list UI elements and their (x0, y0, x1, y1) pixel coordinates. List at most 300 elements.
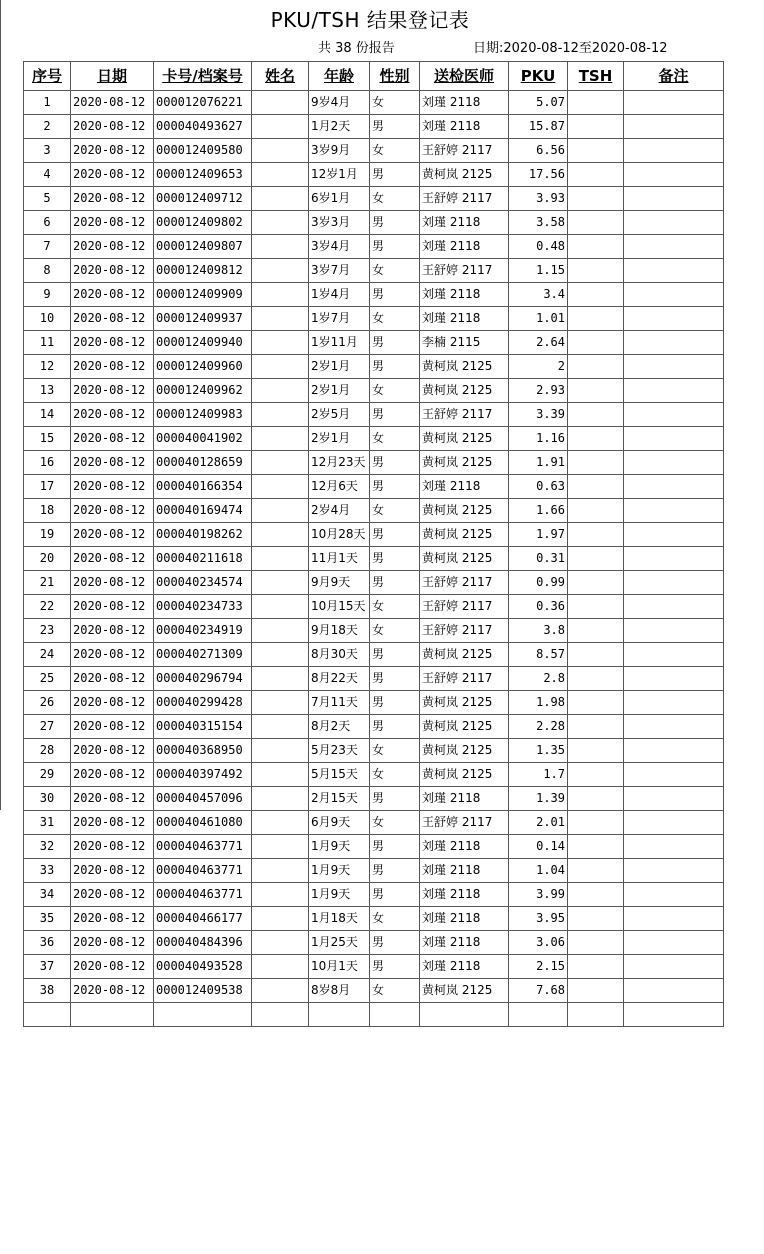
cell-age: 1月9天 (309, 835, 370, 859)
cell-empty (252, 1003, 309, 1027)
cell-pku: 1.97 (509, 523, 568, 547)
cell-card: 000040463771 (154, 883, 252, 907)
cell-doctor: 黄柯岚 2125 (420, 739, 509, 763)
cell-date: 2020-08-12 (71, 547, 154, 571)
cell-date: 2020-08-12 (71, 739, 154, 763)
cell-note (624, 427, 724, 451)
cell-name (252, 835, 309, 859)
cell-name (252, 259, 309, 283)
cell-sex: 男 (370, 451, 420, 475)
cell-sex: 女 (370, 763, 420, 787)
cell-note (624, 547, 724, 571)
cell-tsh (568, 283, 624, 307)
cell-doctor: 刘瑾 2118 (420, 115, 509, 139)
table-row (24, 691, 724, 715)
cell-note (624, 475, 724, 499)
cell-sex: 男 (370, 211, 420, 235)
cell-note (624, 907, 724, 931)
table-row (24, 355, 724, 379)
cell-note (624, 187, 724, 211)
cell-pku: 0.31 (509, 547, 568, 571)
report-title: PKU/TSH 结果登记表 (270, 8, 470, 32)
cell-sex: 女 (370, 979, 420, 1003)
cell-age: 12岁1月 (309, 163, 370, 187)
cell-pku: 3.39 (509, 403, 568, 427)
cell-age: 1月9天 (309, 883, 370, 907)
cell-empty (370, 1003, 420, 1027)
cell-sex: 男 (370, 715, 420, 739)
cell-note (624, 667, 724, 691)
report-date-range: 日期:2020-08-12至2020-08-12 (473, 41, 668, 56)
cell-seq: 4 (24, 163, 71, 187)
cell-date: 2020-08-12 (71, 667, 154, 691)
cell-card: 000012409960 (154, 355, 252, 379)
cell-tsh (568, 787, 624, 811)
cell-date: 2020-08-12 (71, 643, 154, 667)
cell-date: 2020-08-12 (71, 931, 154, 955)
cell-pku: 3.4 (509, 283, 568, 307)
table-row (24, 379, 724, 403)
cell-date: 2020-08-12 (71, 187, 154, 211)
cell-pku: 7.68 (509, 979, 568, 1003)
cell-pku: 5.07 (509, 91, 568, 115)
cell-note (624, 91, 724, 115)
cell-pku: 2.15 (509, 955, 568, 979)
cell-date: 2020-08-12 (71, 115, 154, 139)
cell-seq: 31 (24, 811, 71, 835)
col-header-date: 日期 (71, 62, 154, 91)
cell-sex: 女 (370, 427, 420, 451)
cell-seq: 11 (24, 331, 71, 355)
table-row (24, 547, 724, 571)
cell-card: 000040463771 (154, 835, 252, 859)
cell-seq: 35 (24, 907, 71, 931)
table-row (24, 331, 724, 355)
cell-doctor: 黄柯岚 2125 (420, 715, 509, 739)
cell-name (252, 643, 309, 667)
cell-doctor: 刘瑾 2118 (420, 211, 509, 235)
cell-card: 000012409712 (154, 187, 252, 211)
cell-note (624, 355, 724, 379)
cell-pku: 1.66 (509, 499, 568, 523)
cell-sex: 男 (370, 235, 420, 259)
table-row-empty (24, 1003, 724, 1027)
cell-name (252, 811, 309, 835)
cell-seq: 3 (24, 139, 71, 163)
cell-sex: 男 (370, 571, 420, 595)
cell-pku: 6.56 (509, 139, 568, 163)
cell-sex: 男 (370, 283, 420, 307)
cell-pku: 1.39 (509, 787, 568, 811)
cell-age: 1月2天 (309, 115, 370, 139)
cell-pku: 1.16 (509, 427, 568, 451)
cell-date: 2020-08-12 (71, 475, 154, 499)
cell-name (252, 499, 309, 523)
cell-sex: 男 (370, 355, 420, 379)
cell-seq: 27 (24, 715, 71, 739)
cell-date: 2020-08-12 (71, 787, 154, 811)
cell-note (624, 739, 724, 763)
cell-name (252, 379, 309, 403)
cell-doctor: 黄柯岚 2125 (420, 547, 509, 571)
cell-doctor: 刘瑾 2118 (420, 835, 509, 859)
cell-card: 000040198262 (154, 523, 252, 547)
cell-pku: 1.01 (509, 307, 568, 331)
cell-tsh (568, 643, 624, 667)
cell-note (624, 619, 724, 643)
cell-pku: 3.58 (509, 211, 568, 235)
cell-date: 2020-08-12 (71, 595, 154, 619)
cell-age: 9岁4月 (309, 91, 370, 115)
cell-tsh (568, 811, 624, 835)
cell-seq: 30 (24, 787, 71, 811)
table-row (24, 787, 724, 811)
cell-tsh (568, 355, 624, 379)
cell-note (624, 715, 724, 739)
cell-sex: 男 (370, 643, 420, 667)
cell-age: 6月9天 (309, 811, 370, 835)
cell-name (252, 883, 309, 907)
table-row (24, 451, 724, 475)
table-row (24, 643, 724, 667)
cell-date: 2020-08-12 (71, 427, 154, 451)
cell-tsh (568, 619, 624, 643)
cell-pku: 2 (509, 355, 568, 379)
table-row (24, 835, 724, 859)
cell-sex: 男 (370, 115, 420, 139)
cell-note (624, 523, 724, 547)
cell-sex: 男 (370, 787, 420, 811)
cell-doctor: 刘瑾 2118 (420, 91, 509, 115)
cell-age: 11月1天 (309, 547, 370, 571)
table-row (24, 859, 724, 883)
cell-tsh (568, 307, 624, 331)
cell-card: 000040457096 (154, 787, 252, 811)
table-row (24, 91, 724, 115)
cell-name (252, 931, 309, 955)
cell-sex: 女 (370, 187, 420, 211)
cell-card: 000040234733 (154, 595, 252, 619)
cell-doctor: 刘瑾 2118 (420, 307, 509, 331)
cell-date: 2020-08-12 (71, 691, 154, 715)
cell-doctor: 王舒婷 2117 (420, 187, 509, 211)
cell-date: 2020-08-12 (71, 883, 154, 907)
cell-tsh (568, 427, 624, 451)
cell-seq: 10 (24, 307, 71, 331)
cell-age: 1岁4月 (309, 283, 370, 307)
cell-tsh (568, 139, 624, 163)
cell-note (624, 955, 724, 979)
cell-tsh (568, 547, 624, 571)
cell-seq: 24 (24, 643, 71, 667)
cell-pku: 1.35 (509, 739, 568, 763)
cell-card: 000040271309 (154, 643, 252, 667)
cell-date: 2020-08-12 (71, 163, 154, 187)
cell-card: 000012409807 (154, 235, 252, 259)
cell-seq: 19 (24, 523, 71, 547)
cell-card: 000040166354 (154, 475, 252, 499)
cell-age: 1月18天 (309, 907, 370, 931)
cell-doctor: 黄柯岚 2125 (420, 979, 509, 1003)
cell-sex: 男 (370, 163, 420, 187)
cell-doctor: 刘瑾 2118 (420, 283, 509, 307)
cell-age: 1月25天 (309, 931, 370, 955)
cell-tsh (568, 715, 624, 739)
cell-name (252, 619, 309, 643)
cell-card: 000012409538 (154, 979, 252, 1003)
cell-tsh (568, 595, 624, 619)
cell-note (624, 331, 724, 355)
table-row (24, 163, 724, 187)
cell-name (252, 859, 309, 883)
cell-age: 8月30天 (309, 643, 370, 667)
cell-doctor: 黄柯岚 2125 (420, 427, 509, 451)
cell-sex: 女 (370, 139, 420, 163)
cell-tsh (568, 859, 624, 883)
col-header-seq: 序号 (24, 62, 71, 91)
cell-card: 000040493528 (154, 955, 252, 979)
cell-age: 9月9天 (309, 571, 370, 595)
cell-pku: 3.99 (509, 883, 568, 907)
cell-name (252, 331, 309, 355)
cell-note (624, 883, 724, 907)
cell-card: 000012409802 (154, 211, 252, 235)
cell-seq: 18 (24, 499, 71, 523)
cell-doctor: 黄柯岚 2125 (420, 163, 509, 187)
cell-seq: 16 (24, 451, 71, 475)
cell-date: 2020-08-12 (71, 451, 154, 475)
cell-date: 2020-08-12 (71, 571, 154, 595)
cell-name (252, 91, 309, 115)
col-header-name: 姓名 (252, 62, 309, 91)
cell-pku: 3.93 (509, 187, 568, 211)
cell-tsh (568, 499, 624, 523)
cell-tsh (568, 451, 624, 475)
cell-name (252, 907, 309, 931)
cell-note (624, 307, 724, 331)
cell-age: 1月9天 (309, 859, 370, 883)
cell-age: 9月18天 (309, 619, 370, 643)
cell-pku: 8.57 (509, 643, 568, 667)
cell-pku: 0.36 (509, 595, 568, 619)
cell-tsh (568, 211, 624, 235)
cell-pku: 3.95 (509, 907, 568, 931)
cell-card: 000012409812 (154, 259, 252, 283)
cell-doctor: 刘瑾 2118 (420, 955, 509, 979)
cell-card: 000012409580 (154, 139, 252, 163)
cell-tsh (568, 187, 624, 211)
cell-name (252, 211, 309, 235)
cell-name (252, 787, 309, 811)
cell-name (252, 427, 309, 451)
cell-date: 2020-08-12 (71, 403, 154, 427)
cell-date: 2020-08-12 (71, 211, 154, 235)
cell-sex: 男 (370, 523, 420, 547)
table-row (24, 715, 724, 739)
table-row (24, 427, 724, 451)
cell-date: 2020-08-12 (71, 979, 154, 1003)
cell-tsh (568, 259, 624, 283)
cell-doctor: 黄柯岚 2125 (420, 451, 509, 475)
cell-name (252, 163, 309, 187)
cell-tsh (568, 331, 624, 355)
cell-tsh (568, 163, 624, 187)
cell-age: 10月28天 (309, 523, 370, 547)
cell-doctor: 刘瑾 2118 (420, 907, 509, 931)
col-header-doctor: 送检医师 (420, 62, 509, 91)
cell-note (624, 115, 724, 139)
cell-tsh (568, 475, 624, 499)
cell-card: 000012409909 (154, 283, 252, 307)
cell-tsh (568, 523, 624, 547)
cell-doctor: 黄柯岚 2125 (420, 523, 509, 547)
cell-sex: 女 (370, 811, 420, 835)
cell-pku: 15.87 (509, 115, 568, 139)
cell-seq: 20 (24, 547, 71, 571)
cell-sex: 男 (370, 931, 420, 955)
cell-sex: 女 (370, 91, 420, 115)
cell-age: 5月23天 (309, 739, 370, 763)
cell-note (624, 571, 724, 595)
cell-note (624, 763, 724, 787)
cell-sex: 女 (370, 619, 420, 643)
cell-age: 2岁1月 (309, 379, 370, 403)
col-header-note: 备注 (624, 62, 724, 91)
cell-name (252, 979, 309, 1003)
cell-name (252, 763, 309, 787)
table-row (24, 739, 724, 763)
register-table (23, 61, 724, 1027)
cell-sex: 男 (370, 835, 420, 859)
cell-pku: 0.99 (509, 571, 568, 595)
cell-card: 000012409653 (154, 163, 252, 187)
cell-age: 10月1天 (309, 955, 370, 979)
cell-doctor: 刘瑾 2118 (420, 235, 509, 259)
cell-sex: 女 (370, 739, 420, 763)
cell-tsh (568, 955, 624, 979)
cell-tsh (568, 835, 624, 859)
header-row (24, 62, 724, 91)
cell-age: 3岁7月 (309, 259, 370, 283)
cell-seq: 17 (24, 475, 71, 499)
cell-doctor: 黄柯岚 2125 (420, 643, 509, 667)
cell-tsh (568, 691, 624, 715)
table-row (24, 283, 724, 307)
cell-age: 2岁1月 (309, 355, 370, 379)
cell-pku: 0.14 (509, 835, 568, 859)
cell-doctor: 刘瑾 2118 (420, 859, 509, 883)
cell-age: 3岁4月 (309, 235, 370, 259)
cell-tsh (568, 667, 624, 691)
cell-sex: 男 (370, 883, 420, 907)
col-header-sex: 性别 (370, 62, 420, 91)
cell-note (624, 499, 724, 523)
cell-empty (154, 1003, 252, 1027)
cell-tsh (568, 235, 624, 259)
cell-age: 2月15天 (309, 787, 370, 811)
table-row (24, 115, 724, 139)
cell-name (252, 283, 309, 307)
cell-empty (624, 1003, 724, 1027)
cell-pku: 2.93 (509, 379, 568, 403)
cell-pku: 2.64 (509, 331, 568, 355)
cell-seq: 6 (24, 211, 71, 235)
cell-seq: 32 (24, 835, 71, 859)
cell-seq: 28 (24, 739, 71, 763)
cell-seq: 22 (24, 595, 71, 619)
cell-card: 000040234919 (154, 619, 252, 643)
cell-empty (509, 1003, 568, 1027)
cell-note (624, 595, 724, 619)
cell-date: 2020-08-12 (71, 715, 154, 739)
cell-date: 2020-08-12 (71, 499, 154, 523)
cell-date: 2020-08-12 (71, 907, 154, 931)
cell-sex: 男 (370, 691, 420, 715)
cell-card: 000040315154 (154, 715, 252, 739)
table-row (24, 139, 724, 163)
cell-date: 2020-08-12 (71, 859, 154, 883)
col-header-card: 卡号/档案号 (154, 62, 252, 91)
cell-card: 000040493627 (154, 115, 252, 139)
cell-age: 2岁1月 (309, 427, 370, 451)
table-row (24, 907, 724, 931)
cell-tsh (568, 379, 624, 403)
cell-seq: 23 (24, 619, 71, 643)
cell-doctor: 刘瑾 2118 (420, 883, 509, 907)
cell-sex: 男 (370, 547, 420, 571)
cell-age: 6岁1月 (309, 187, 370, 211)
cell-tsh (568, 571, 624, 595)
cell-tsh (568, 403, 624, 427)
cell-age: 3岁9月 (309, 139, 370, 163)
cell-age: 7月11天 (309, 691, 370, 715)
table-row (24, 475, 724, 499)
cell-date: 2020-08-12 (71, 835, 154, 859)
table-row (24, 259, 724, 283)
table-row (24, 595, 724, 619)
cell-seq: 25 (24, 667, 71, 691)
cell-name (252, 571, 309, 595)
col-header-age: 年龄 (309, 62, 370, 91)
cell-pku: 2.01 (509, 811, 568, 835)
cell-doctor: 黄柯岚 2125 (420, 691, 509, 715)
cell-doctor: 黄柯岚 2125 (420, 763, 509, 787)
cell-note (624, 139, 724, 163)
cell-name (252, 307, 309, 331)
table-row (24, 499, 724, 523)
table-row (24, 403, 724, 427)
cell-note (624, 259, 724, 283)
cell-name (252, 691, 309, 715)
cell-doctor: 黄柯岚 2125 (420, 379, 509, 403)
cell-seq: 33 (24, 859, 71, 883)
cell-name (252, 139, 309, 163)
cell-age: 12月23天 (309, 451, 370, 475)
cell-tsh (568, 739, 624, 763)
cell-note (624, 931, 724, 955)
cell-pku: 1.04 (509, 859, 568, 883)
cell-date: 2020-08-12 (71, 307, 154, 331)
cell-note (624, 163, 724, 187)
cell-date: 2020-08-12 (71, 331, 154, 355)
cell-card: 000040169474 (154, 499, 252, 523)
cell-date: 2020-08-12 (71, 811, 154, 835)
cell-doctor: 王舒婷 2117 (420, 571, 509, 595)
cell-name (252, 595, 309, 619)
cell-note (624, 283, 724, 307)
table-row (24, 523, 724, 547)
cell-doctor: 王舒婷 2117 (420, 667, 509, 691)
